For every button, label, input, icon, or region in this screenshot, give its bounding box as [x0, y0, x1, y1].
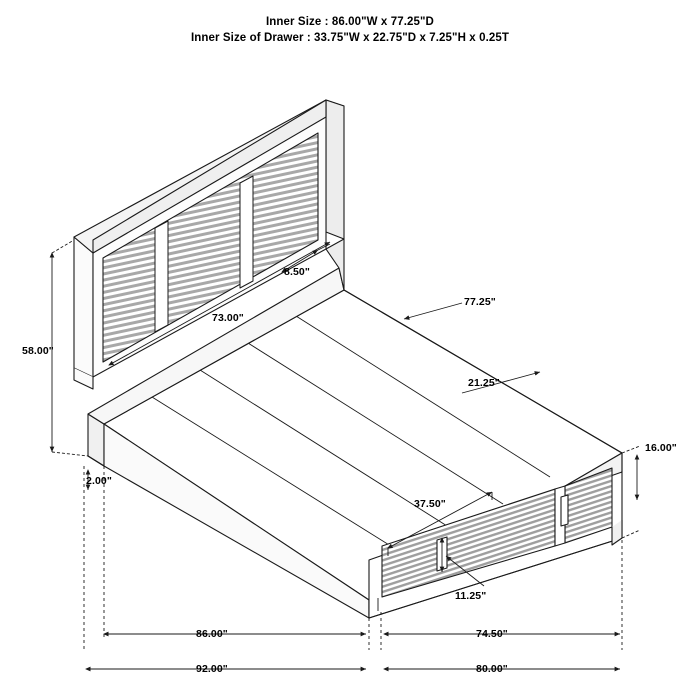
dimension-label-mattress-width: 73.00": [212, 312, 244, 324]
dimension-label-overall-inner-width: 86.00": [196, 628, 228, 640]
dimension-label-headboard-height: 58.00": [22, 345, 54, 357]
dimension-label-mattress-depth: 77.25": [464, 296, 496, 308]
dimension-label-rail-height: 16.00": [645, 442, 677, 454]
dimension-label-overall-width: 92.00": [196, 663, 228, 675]
note-inner-size: Inner Size : 86.00"W x 77.25"D: [266, 16, 434, 28]
dimension-label-footboard-width: 74.50": [476, 628, 508, 640]
dimension-label-clearance-height: 2.00": [86, 475, 112, 487]
dimension-label-headboard-top-inset: 8.50": [284, 266, 310, 278]
dimension-label-overall-depth: 80.00": [476, 663, 508, 675]
dimension-label-drawer-handle-height: 11.25": [455, 590, 487, 602]
dimension-label-side-rail-depth: 21.25": [468, 377, 500, 389]
dimension-label-drawer-front-width: 37.50": [414, 498, 446, 510]
note-inner-size-drawer: Inner Size of Drawer : 33.75"W x 22.75"D x 7.25"H x 0.25T: [190, 32, 509, 44]
